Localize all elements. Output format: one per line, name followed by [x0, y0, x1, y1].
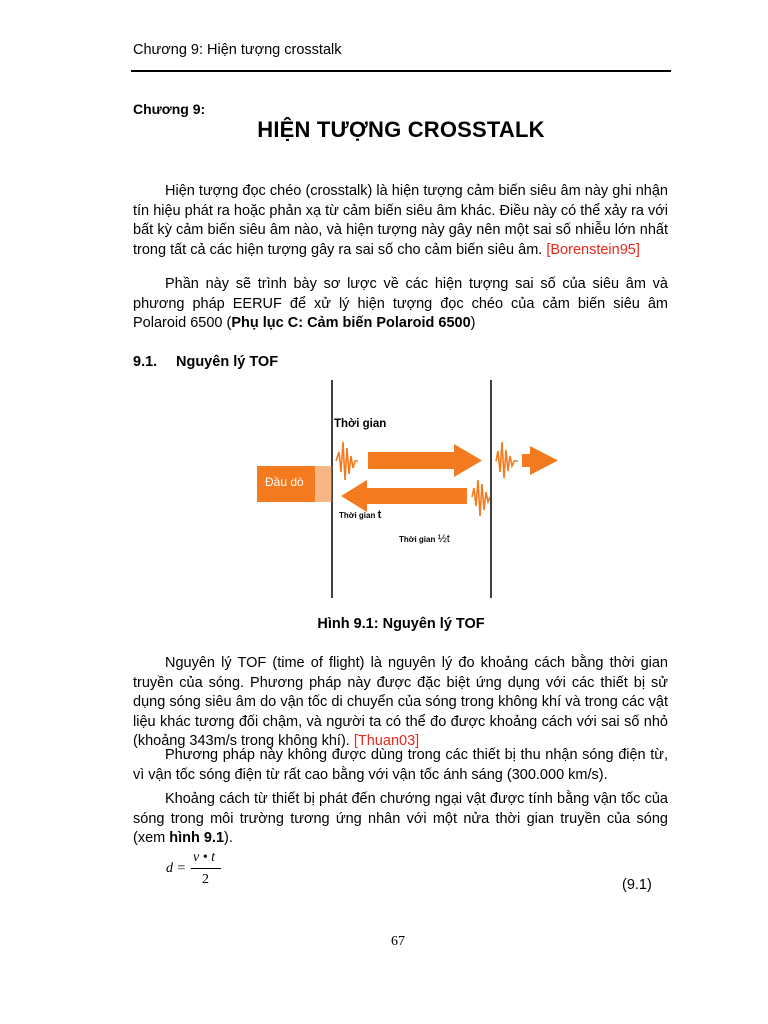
figure-caption: Hình 9.1: Nguyên lý TOF	[317, 616, 485, 632]
paragraph-distance	[133, 790, 668, 849]
chapter-label: Chương 9:	[133, 101, 206, 117]
label-time-half: Thời gian ½t	[399, 533, 450, 545]
formula	[166, 850, 236, 890]
citation-thuan03: [Thuan03]	[353, 733, 420, 749]
section-heading	[133, 354, 278, 370]
paragraph-tof-principle	[133, 654, 668, 752]
paragraph-tof-text: Nguyên lý TOF (time of flight) là nguyên lý đo khoảng cách bằng thời gian truyền của sóng. Phương pháp này được đặc biệt ứng dụng với các thiết bị sử dụng sóng siêu âm do vận tốc di chuyển của sóng trong không khí và trong các vật liệu khác tương đối chậm, và người ta có thể đo được khoảng cách với sai số nhỏ (khoảng 343m/s trong không khí).	[133, 655, 668, 749]
arrow-reflected-head	[341, 480, 367, 512]
arrow-transmitted-head	[530, 446, 558, 475]
transducer-face	[315, 466, 332, 502]
paragraph-overview-end: )	[470, 315, 476, 331]
arrow-outgoing-head	[454, 444, 482, 477]
appendix-reference: Phụ lục C: Cảm biến Polaroid 6500	[231, 315, 471, 331]
header-rule	[131, 70, 671, 72]
transducer-label: Đầu dò	[265, 475, 304, 489]
citation-borenstein95: [Borenstein95]	[546, 241, 640, 258]
page-number: 67	[391, 934, 405, 949]
wave-pulse-reflected	[472, 480, 490, 516]
fraction-bar	[191, 868, 221, 869]
paragraph-distance-end: ).	[224, 830, 233, 846]
formula-denominator: 2	[202, 872, 209, 887]
tof-diagram	[250, 376, 570, 604]
paragraph-em-text: Phương pháp này không được dùng trong các thiết bị thu nhận sóng điện từ, vì vận tốc sóng điện từ rất cao bằng với vận tốc ánh sáng (300.000 km/s).	[133, 747, 668, 783]
section-title: Nguyên lý TOF	[176, 354, 279, 370]
formula-lhs: d =	[166, 861, 186, 876]
formula-numerator: v • t	[193, 850, 216, 865]
arrow-reflected-shaft	[367, 488, 467, 504]
wave-pulse-emitted	[336, 442, 358, 480]
paragraph-overview-text: Phần này sẽ trình bày sơ lược về các hiện tượng sai số của siêu âm và phương pháp EERUF để xử lý hiện tượng đọc chéo của cảm biến siêu âm Polaroid 6500 (	[133, 276, 668, 331]
equation-number: (9.1)	[622, 877, 652, 893]
paragraph-intro	[133, 182, 668, 260]
running-header: Chương 9: Hiện tượng crosstalk	[133, 42, 342, 58]
wave-pulse-obstacle	[496, 442, 518, 478]
paragraph-intro-text: Hiện tượng đọc chéo (crosstalk) là hiện tượng cảm biến siêu âm này ghi nhận tín hiệu phát ra hoặc phản xạ từ cảm biến siêu âm khác. Điều này có thể xảy ra với bất kỳ cảm biến siêu âm nào, và hiện tượng này gây nên một sai số nhiễu lớn nhất trong tất cả các hiện tượng gây ra sai số cho cảm biến siêu âm.	[133, 183, 668, 258]
arrow-outgoing-shaft	[368, 452, 454, 469]
paragraph-overview	[133, 275, 668, 334]
paragraph-em-waves	[133, 746, 668, 785]
chapter-title: HIỆN TƯỢNG CROSSTALK	[257, 117, 545, 142]
label-time-t: Thời gian t	[339, 509, 382, 521]
figure-reference: hình 9.1	[169, 830, 225, 846]
paragraph-distance-text: Khoảng cách từ thiết bị phát đến chướng ngại vật được tính bằng vận tốc của sóng trong môi trường tương ứng nhân với một nửa thời gian truyền của sóng (xem	[133, 791, 668, 846]
section-number: 9.1.	[133, 354, 158, 370]
label-time: Thời gian	[334, 418, 387, 430]
